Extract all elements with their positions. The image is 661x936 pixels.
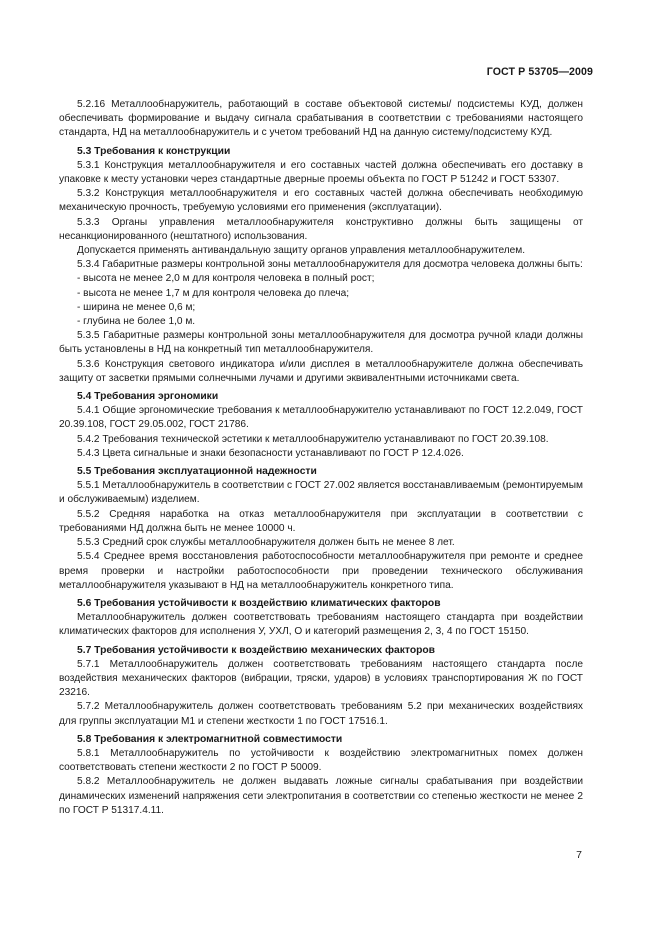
list-item: - высота не менее 2,0 м для контроля человека в полный рост; [77,273,375,285]
paragraph: 5.7.2 Металлообнаружитель должен соответствовать требованиям 5.2 при механических воздействиях для группы эксплуатации М1 и степени жесткости 1 по ГОСТ 17516.1. [59,701,583,727]
paragraph: 5.2.16 Металлообнаружитель, работающий в составе объектовой системы/ подсистемы КУД, должен обеспечивать формирование и выдачу сигнала срабатывания в соответствии с требованиями настоящего стандарта, НД на металлообнаружитель и с учетом требований НД на данную систему/подсистему КУД. [59,99,583,139]
list-item: - высота не менее 1,7 м для контроля человека до плеча; [77,287,350,299]
section-heading: 5.8 Требования к электромагнитной совместимости [77,733,343,745]
paragraph: 5.4.3 Цвета сигнальные и знаки безопасности устанавливают по ГОСТ Р 12.4.026. [77,447,464,459]
paragraph: 5.3.3 Органы управления металлообнаружителя конструктивно должны быть защищены от несанкционированного (нештатного) использования. [59,216,583,242]
paragraph: 5.8.2 Металлообнаружитель не должен выдавать ложные сигналы срабатывания при воздействии динамических изменений напряжения сети электропитания в соответствии со степенью жесткости не менее 2 по ГОСТ Р 51317.4.11. [59,776,583,816]
section-heading: 5.3 Требования к конструкции [77,145,231,157]
section-heading: 5.6 Требования устойчивости к воздействию климатических факторов [77,597,441,609]
paragraph: 5.4.1 Общие эргономические требования к металлообнаружителю устанавливают по ГОСТ 12.2.049, ГОСТ 20.39.108, ГОСТ 29.05.002, ГОСТ 21786. [59,405,583,431]
paragraph: 5.3.1 Конструкция металлообнаружителя и его составных частей должна обеспечивать его доставку в упаковке к месту установки через стандартные дверные проемы объекта по ГОСТ Р 51242 и ГОСТ 53307. [59,159,583,186]
paragraph: 5.5.4 Среднее время восстановления работоспособности металлообнаружителя при ремонте и среднее время проверки и настройки работоспособности при проведении технического обслуживания металлообнаружителя указывают в НД на металлообнаружитель конкретного типа. [59,551,583,591]
paragraph: 5.7.1 Металлообнаружитель должен соответствовать требованиям настоящего стандарта после воздействия механических факторов (вибрации, тряски, ударов) в условиях транспортирования Ж по ГОСТ 23216. [59,658,583,699]
section-heading: 5.5 Требования эксплуатационной надежности [77,466,317,478]
paragraph: Допускается применять антивандальную защиту органов управления металлообнаружителем. [77,245,526,257]
list-item: - ширина не менее 0,6 м; [77,301,196,313]
paragraph: 5.5.2 Средняя наработка на отказ металлообнаружителя при эксплуатации в соответствии с требованиями НД должна быть не менее 10000 ч. [59,508,583,534]
document-header: ГОСТ Р 53705—2009 [486,66,593,78]
paragraph: 5.3.6 Конструкция светового индикатора и/или дисплея в металлообнаружителе должна обеспечивать защиту от засветки прямыми солнечными лучами и другими эквивалентными источниками света. [59,358,583,384]
section-heading: 5.4 Требования эргономики [77,391,219,403]
paragraph: 5.3.4 Габаритные размеры контрольной зоны металлообнаружителя для досмотра человека должны быть: [77,259,583,271]
paragraph: 5.8.1 Металлообнаружитель по устойчивости к воздействию электромагнитных помех должен соответствовать степени жесткости 2 по ГОСТ Р 50009. [59,747,583,774]
paragraph: 5.5.3 Средний срок службы металлообнаружителя должен быть не менее 8 лет. [77,537,455,549]
document-body [59,98,583,818]
list-item: - глубина не более 1,0 м. [77,316,196,328]
paragraph: 5.4.2 Требования технической эстетики к металлообнаружителю устанавливают по ГОСТ 20.39.108. [77,433,549,445]
paragraph: 5.5.1 Металлообнаружитель в соответствии с ГОСТ 27.002 является восстанавливаемым (ремонтируемым и обслуживаемым) изделием. [59,480,583,506]
page-number: 7 [576,849,582,861]
paragraph: Металлообнаружитель должен соответствовать требованиям настоящего стандарта при воздействии климатических факторов для исполнения У, УХЛ, О и категорий размещения 2, 3, 4 по ГОСТ 15150. [59,612,583,638]
paragraph: 5.3.2 Конструкция металлообнаружителя и его составных частей должна обеспечивать необходимую механическую прочность, требуемую условиями его применения (эксплуатации). [59,188,583,214]
section-heading: 5.7 Требования устойчивости к воздействию механических факторов [77,644,436,656]
paragraph: 5.3.5 Габаритные размеры контрольной зоны металлообнаружителя для досмотра ручной клади должны быть установлены в НД на конкретный тип металлообнаружителя. [59,330,583,356]
